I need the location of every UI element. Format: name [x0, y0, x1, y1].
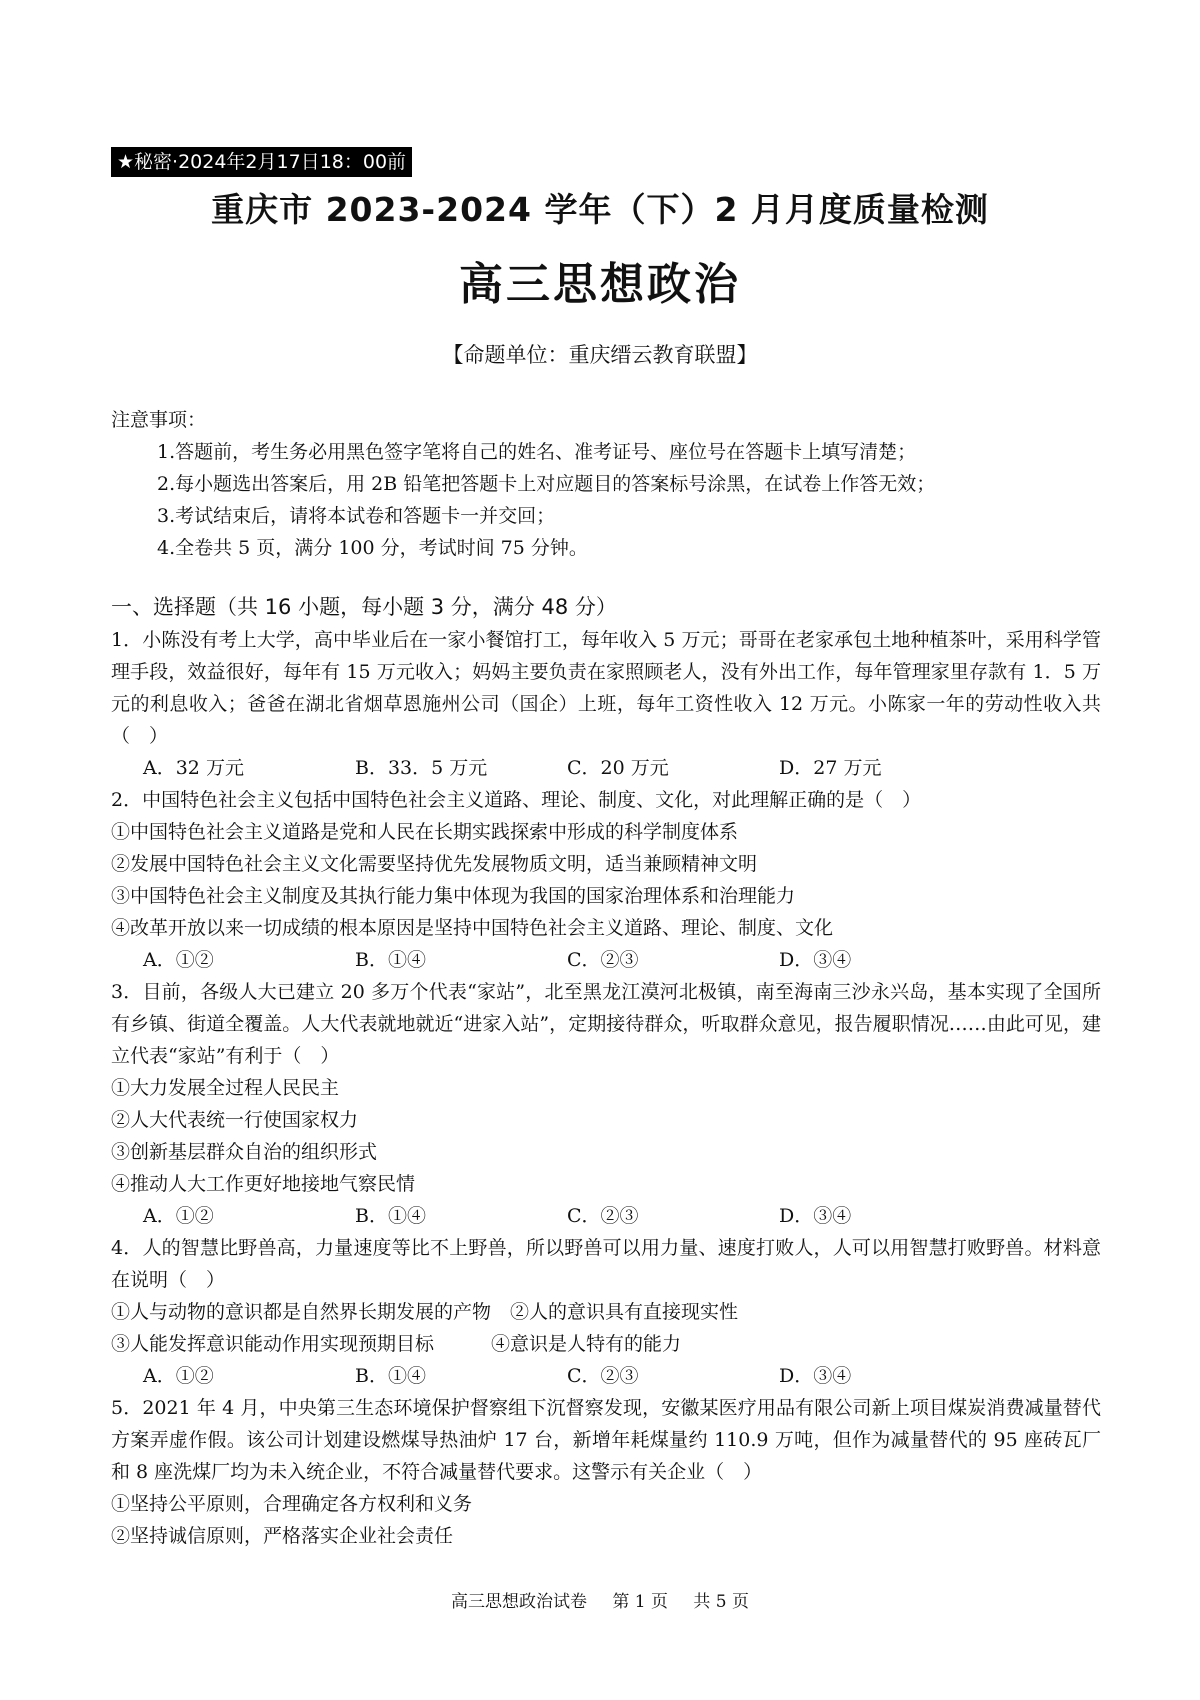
choice-c: C．20 万元 — [567, 757, 669, 779]
choice-c: C．②③ — [567, 949, 639, 971]
choice-c: C．②③ — [567, 1205, 639, 1227]
subject-title: 高三思想政治 — [459, 259, 741, 310]
question-stem: 4．人的智慧比野兽高，力量速度等比不上野兽，所以野兽可以用力量、速度打败人，人可以用智慧打败野兽。材料意在说明（ ） — [111, 1237, 1101, 1291]
choice-a: A．①② — [143, 1205, 214, 1227]
choice-c: C．②③ — [567, 1365, 639, 1387]
question-stem: 1．小陈没有考上大学，高中毕业后在一家小餐馆打工，每年收入 5 万元；哥哥在老家承包土地种植茶叶，采用科学管理手段，效益很好，每年有 15 万元收入；妈妈主要负责在家照顾老人，没有外出工作，每年管理家里存款有 1．5 万元的利息收入；爸爸在湖北省烟草恩施州公司（国企）上班，每年工资性收入 12 万元。小陈家一年的劳动性收入共（ ） — [111, 629, 1101, 747]
statement-option: ②人大代表统一行使国家权力 — [111, 1109, 359, 1131]
statement-option: ③人能发挥意识能动作用实现预期目标 ④意识是人特有的能力 — [111, 1333, 682, 1355]
choice-b: B．①④ — [355, 1205, 426, 1227]
choice-d: D．③④ — [779, 1365, 852, 1387]
statement-option: ④推动人大工作更好地接地气察民情 — [111, 1173, 416, 1195]
statement-option: ④改革开放以来一切成绩的根本原因是坚持中国特色社会主义道路、理论、制度、文化 — [111, 917, 834, 939]
section-title: 一、选择题（共 16 小题，每小题 3 分，满分 48 分） — [111, 595, 617, 619]
question-5 — [111, 1392, 1101, 1552]
notice-list — [157, 436, 935, 564]
notice-item: 3.考试结束后，请将本试卷和答题卡一并交回； — [157, 505, 556, 527]
choice-d: D．③④ — [779, 949, 852, 971]
choice-d: D．③④ — [779, 1205, 852, 1227]
statement-option: ③创新基层群众自治的组织形式 — [111, 1141, 378, 1163]
answer-choices — [143, 1360, 1101, 1392]
choice-b: B．①④ — [355, 1365, 426, 1387]
choice-a: A．①② — [143, 1365, 214, 1387]
question-stem: 5．2021 年 4 月，中央第三生态环境保护督察组下沉督察发现，安徽某医疗用品有限公司新上项目煤炭消费减量替代方案弄虚作假。该公司计划建设燃煤导热油炉 17 台，新增年耗煤量约 110.9 万吨，但作为减量替代的 95 座砖瓦厂和 8 座洗煤厂均为未入统企业，不符合减量替代要求。这警示有关企业（ ） — [111, 1397, 1101, 1483]
question-stem: 3．目前，各级人大已建立 20 多万个代表“家站”，北至黑龙江漠河北极镇，南至海南三沙永兴岛，基本实现了全国所有乡镇、街道全覆盖。人大代表就地就近“进家入站”，定期接待群众，听取群众意见，报告履职情况……由此可见，建立代表“家站”有利于（ ） — [111, 981, 1101, 1067]
statement-option: ③中国特色社会主义制度及其执行能力集中体现为我国的国家治理体系和治理能力 — [111, 885, 796, 907]
question-list — [111, 624, 1101, 1552]
question-3 — [111, 976, 1101, 1232]
question-4 — [111, 1232, 1101, 1392]
question-stem: 2．中国特色社会主义包括中国特色社会主义道路、理论、制度、文化，对此理解正确的是（ ） — [111, 789, 922, 811]
statement-option: ②发展中国特色社会主义文化需要坚持优先发展物质文明，适当兼顾精神文明 — [111, 853, 758, 875]
choice-b: B．①④ — [355, 949, 426, 971]
issuing-unit: 【命题单位：重庆缙云教育联盟】 — [442, 343, 758, 367]
choice-a: A．①② — [143, 949, 214, 971]
notice-item: 4.全卷共 5 页，满分 100 分，考试时间 75 分钟。 — [157, 537, 588, 559]
answer-choices — [143, 1200, 1101, 1232]
footer-paper-name: 高三思想政治试卷 — [450, 1592, 587, 1612]
statement-option: ①中国特色社会主义道路是党和人民在长期实践探索中形成的科学制度体系 — [111, 821, 739, 843]
footer-page-number: 第 1 页 — [612, 1592, 668, 1612]
choice-d: D．27 万元 — [779, 757, 882, 779]
notice-heading: 注意事项： — [111, 409, 207, 431]
notice-item: 2.每小题选出答案后，用 2B 铅笔把答题卡上对应题目的答案标号涂黑，在试卷上作答无效； — [157, 473, 936, 495]
page-footer — [0, 1587, 1200, 1612]
statement-option: ①人与动物的意识都是自然界长期发展的产物 ②人的意识具有直接现实性 — [111, 1301, 739, 1323]
footer-page-total: 共 5 页 — [693, 1592, 750, 1612]
secret-label: ★秘密·2024年2月17日18：00前 — [111, 147, 412, 177]
question-2 — [111, 784, 1101, 976]
answer-choices — [143, 752, 1101, 784]
statement-option: ②坚持诚信原则，严格落实企业社会责任 — [111, 1525, 454, 1547]
notice-item: 1.答题前，考生务必用黑色签字笔将自己的姓名、准考证号、座位号在答题卡上填写清楚； — [157, 441, 917, 463]
statement-option: ①大力发展全过程人民民主 — [111, 1077, 340, 1099]
answer-choices — [143, 944, 1101, 976]
choice-a: A．32 万元 — [143, 757, 244, 779]
exam-title: 重庆市 2023-2024 学年（下）2 月月度质量检测 — [211, 190, 989, 229]
choice-b: B．33．5 万元 — [355, 757, 488, 779]
question-1 — [111, 624, 1101, 784]
statement-option: ①坚持公平原则，合理确定各方权利和义务 — [111, 1493, 473, 1515]
